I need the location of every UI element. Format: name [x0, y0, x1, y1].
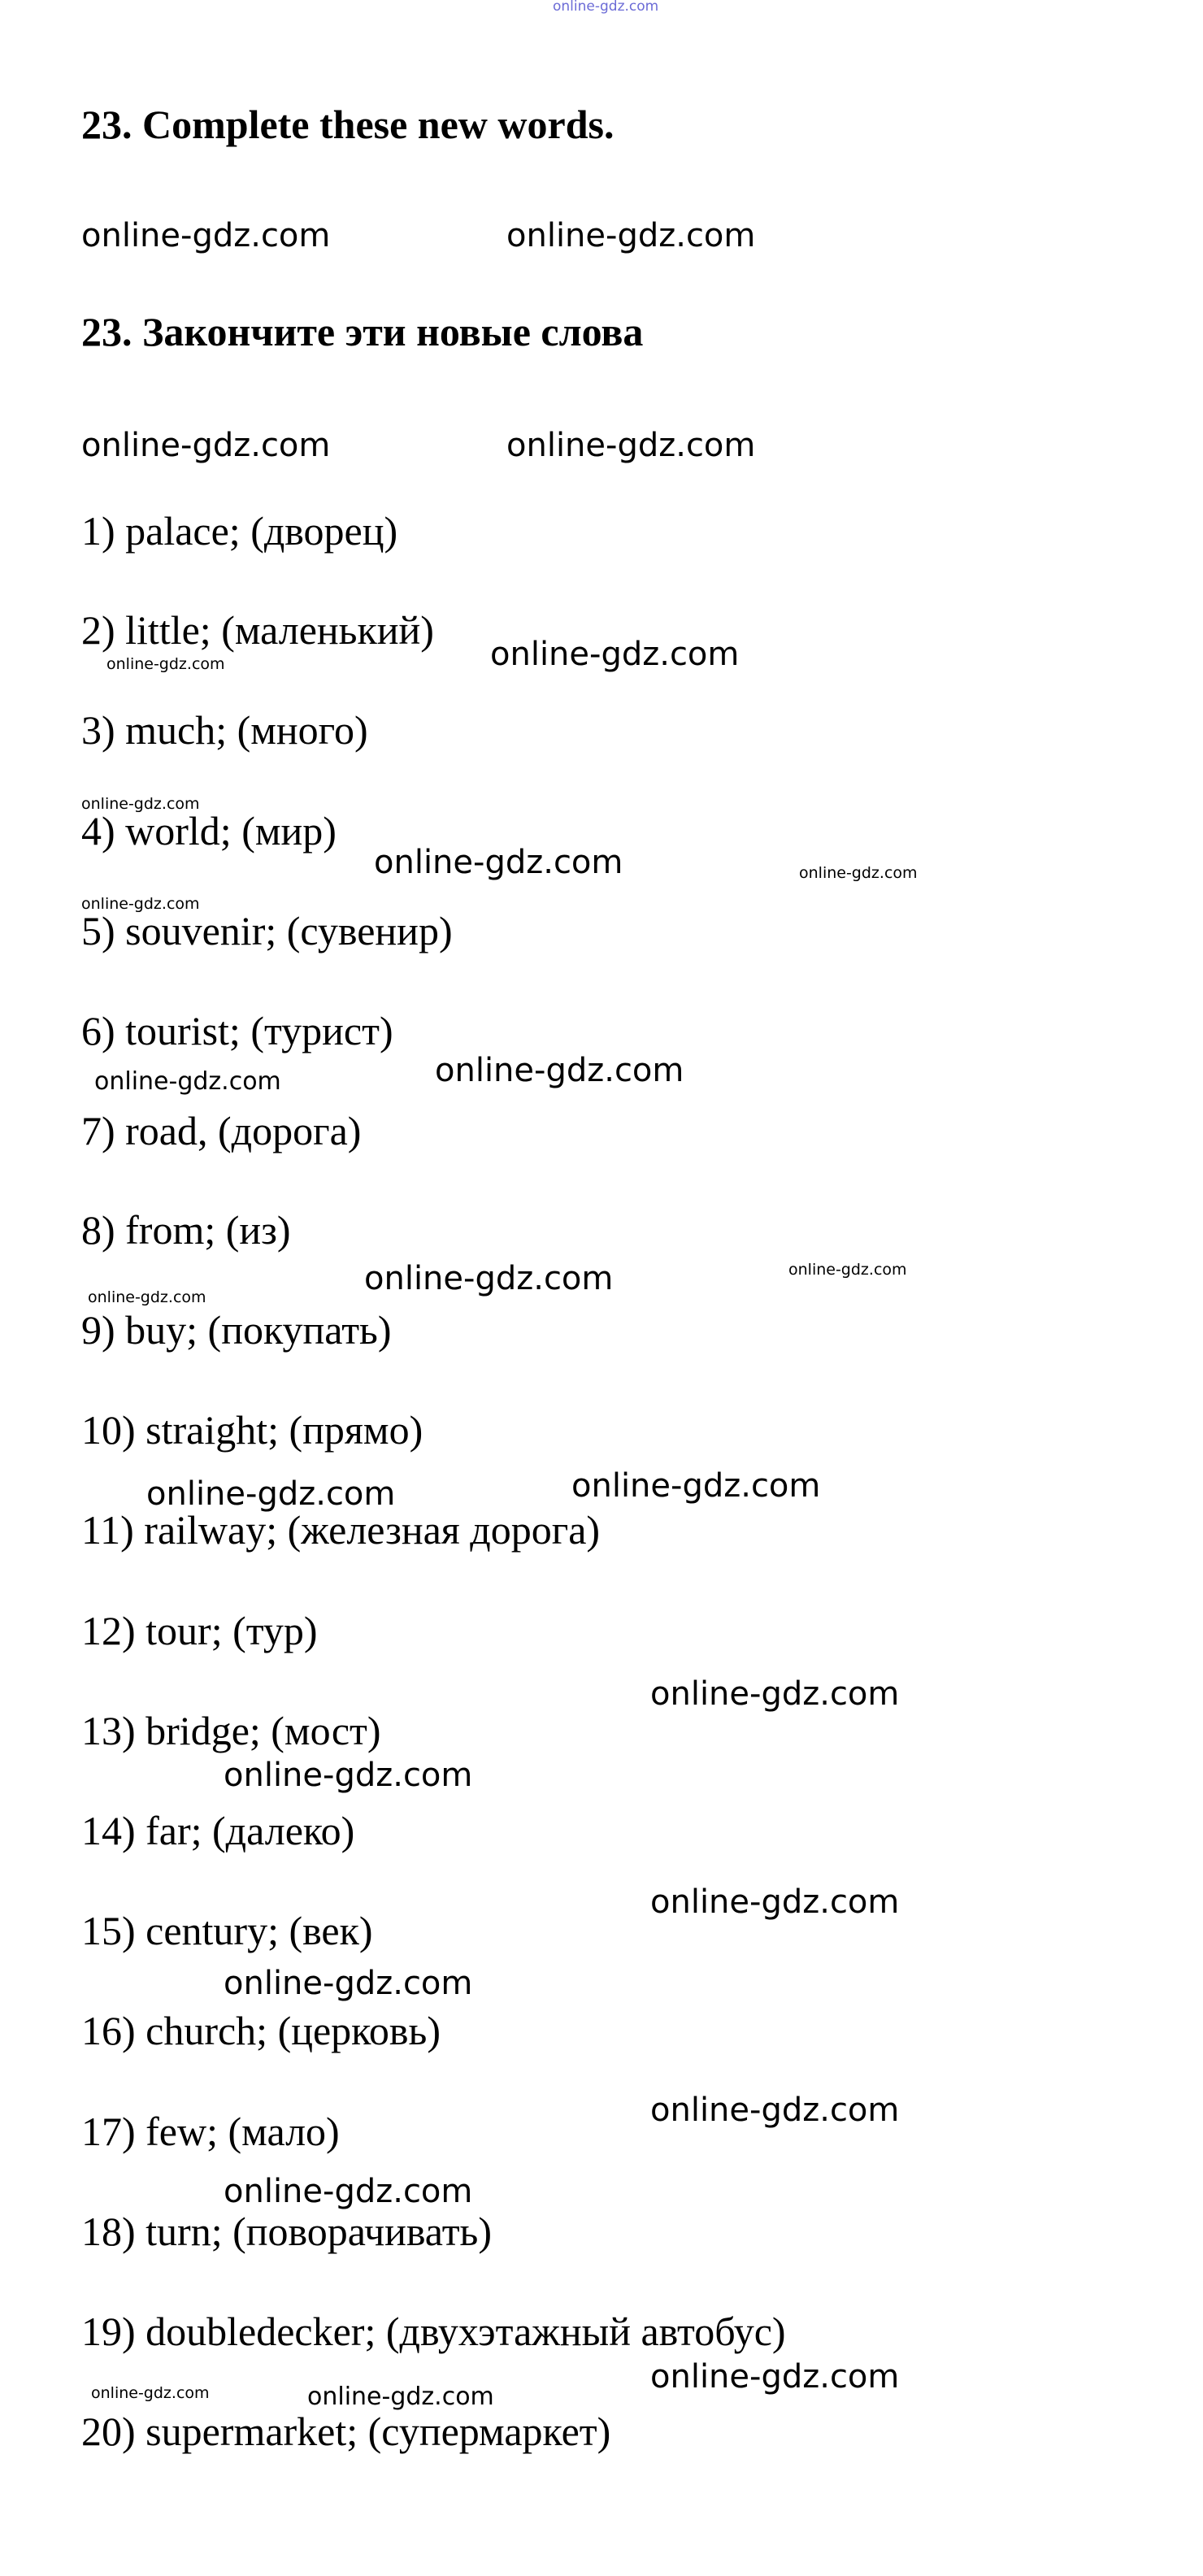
watermark-small: online-gdz.com	[81, 895, 200, 913]
watermark: online-gdz.com	[81, 217, 331, 254]
watermark: online-gdz.com	[307, 2383, 494, 2411]
list-item: 6) tourist; (турист)	[81, 1008, 393, 1053]
watermark: online-gdz.com	[650, 2092, 900, 2129]
list-item: 1) palace; (дворец)	[81, 508, 398, 554]
list-item: 13) bridge; (мост)	[81, 1708, 381, 1753]
watermark: online-gdz.com	[374, 844, 623, 881]
watermark: online-gdz.com	[506, 427, 756, 464]
watermark: online-gdz.com	[224, 1757, 473, 1794]
list-item: 20) supermarket; (супермаркет)	[81, 2409, 611, 2454]
list-item: 8) from; (из)	[81, 1207, 291, 1253]
watermark: online-gdz.com	[650, 1883, 900, 1921]
watermark: online-gdz.com	[224, 2173, 473, 2210]
watermark-top: online-gdz.com	[553, 0, 659, 15]
watermark: online-gdz.com	[81, 427, 331, 464]
watermark-small: online-gdz.com	[799, 864, 918, 882]
list-item: 12) tour; (тур)	[81, 1608, 318, 1653]
task-heading-english: 23. Complete these new words.	[81, 102, 615, 147]
list-item: 7) road, (дорога)	[81, 1108, 362, 1153]
watermark: online-gdz.com	[490, 636, 740, 673]
watermark: online-gdz.com	[435, 1052, 684, 1089]
watermark: online-gdz.com	[224, 1965, 473, 2002]
watermark-small: online-gdz.com	[788, 1261, 907, 1279]
list-item: 15) century; (век)	[81, 1908, 373, 1953]
list-item: 5) souvenir; (сувенир)	[81, 908, 453, 954]
list-item: 16) church; (церковь)	[81, 2008, 441, 2053]
list-item: 14) far; (далеко)	[81, 1808, 355, 1853]
watermark-small: online-gdz.com	[88, 1288, 206, 1306]
list-item: 18) turn; (поворачивать)	[81, 2209, 493, 2254]
list-item: 10) straight; (прямо)	[81, 1407, 423, 1453]
list-item: 3) much; (много)	[81, 707, 368, 753]
watermark: online-gdz.com	[650, 2358, 900, 2396]
watermark: online-gdz.com	[364, 1260, 614, 1297]
list-item: 9) buy; (покупать)	[81, 1307, 392, 1353]
list-item: 2) little; (маленький)	[81, 607, 434, 653]
watermark-small: online-gdz.com	[91, 2384, 210, 2402]
task-heading-russian: 23. Закончите эти новые слова	[81, 309, 644, 354]
watermark: online-gdz.com	[650, 1675, 900, 1713]
watermark: online-gdz.com	[571, 1467, 821, 1505]
watermark: online-gdz.com	[94, 1067, 281, 1096]
list-item: 11) railway; (железная дорога)	[81, 1507, 601, 1553]
watermark: online-gdz.com	[506, 217, 756, 254]
list-item: 4) world; (мир)	[81, 808, 337, 854]
list-item: 17) few; (мало)	[81, 2109, 340, 2154]
watermark-small: online-gdz.com	[81, 795, 200, 813]
list-item: 19) doubledecker; (двухэтажный автобус)	[81, 2309, 786, 2354]
watermark-small: online-gdz.com	[106, 655, 225, 673]
watermark: online-gdz.com	[146, 1475, 396, 1513]
